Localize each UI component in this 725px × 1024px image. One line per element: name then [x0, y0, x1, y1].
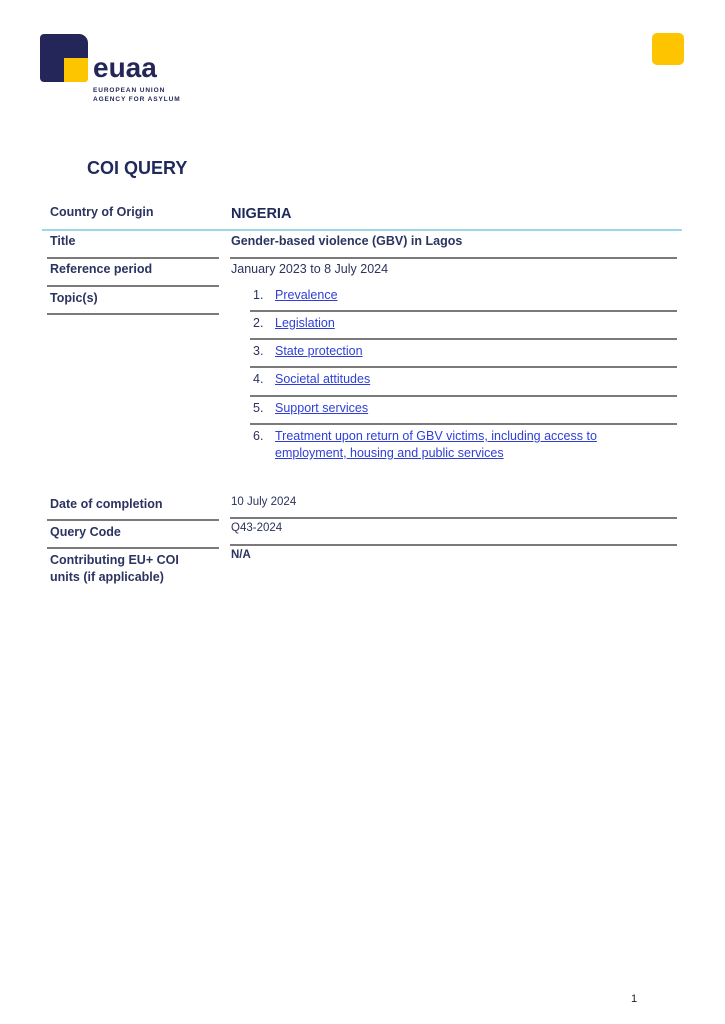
topic-link-prevalence[interactable]: Prevalence [275, 288, 338, 302]
document-title: COI QUERY [87, 158, 188, 178]
reference-period-value: January 2023 to 8 July 2024 [231, 262, 389, 276]
divider [230, 517, 677, 519]
topic-number: 2. [253, 316, 264, 330]
logo-yellow-square [64, 58, 88, 82]
topic-item [253, 288, 653, 302]
divider [47, 519, 219, 521]
divider [47, 313, 219, 315]
contributing-units-value: N/A [231, 549, 251, 561]
contributing-units-label-line1: Contributing EU+ COI [50, 553, 179, 567]
logo-subtitle-line1: EUROPEAN UNION [93, 87, 166, 94]
topic-number: 5. [253, 401, 264, 415]
topics-label: Topic(s) [50, 291, 98, 305]
topic-link-treatment-upon-return-cont[interactable]: employment, housing and public services [275, 446, 504, 460]
header-divider [42, 229, 682, 231]
topic-item [253, 344, 653, 358]
divider [47, 285, 219, 287]
topic-link-legislation[interactable]: Legislation [275, 316, 335, 330]
country-label: Country of Origin [50, 205, 154, 219]
contributing-units-label-line2: units (if applicable) [50, 570, 164, 584]
completion-date-value: 10 July 2024 [231, 496, 297, 508]
topic-number: 4. [253, 372, 264, 386]
topic-number: 6. [253, 429, 264, 443]
title-label: Title [50, 234, 76, 248]
divider [230, 544, 677, 546]
topic-number: 1. [253, 288, 264, 302]
topic-link-societal-attitudes[interactable]: Societal attitudes [275, 372, 371, 386]
country-value: NIGERIA [231, 206, 292, 222]
divider [47, 257, 219, 259]
divider [250, 395, 677, 397]
topic-link-support-services[interactable]: Support services [275, 401, 369, 415]
topic-item [253, 372, 653, 386]
corner-yellow-square [652, 33, 684, 65]
divider [250, 423, 677, 425]
query-code-value: Q43-2024 [231, 522, 283, 534]
completion-date-label: Date of completion [50, 497, 163, 511]
topic-number: 3. [253, 344, 264, 358]
topic-link-state-protection[interactable]: State protection [275, 344, 363, 358]
divider [230, 257, 677, 259]
topic-item [253, 401, 653, 415]
logo-subtitle-line2: AGENCY FOR ASYLUM [93, 96, 181, 103]
title-value: Gender-based violence (GBV) in Lagos [231, 234, 463, 248]
divider [47, 547, 219, 549]
euaa-logo-mark [40, 34, 88, 82]
topic-item [253, 316, 653, 330]
topic-link-treatment-upon-return[interactable]: Treatment upon return of GBV victims, including access to [275, 429, 597, 443]
page-number: 1 [631, 993, 638, 1005]
query-code-label: Query Code [50, 525, 121, 539]
topic-item [253, 428, 653, 464]
logo-wordmark: euaa [93, 52, 157, 83]
divider [250, 366, 677, 368]
reference-period-label: Reference period [50, 262, 153, 276]
divider [250, 338, 677, 340]
divider [250, 310, 677, 312]
